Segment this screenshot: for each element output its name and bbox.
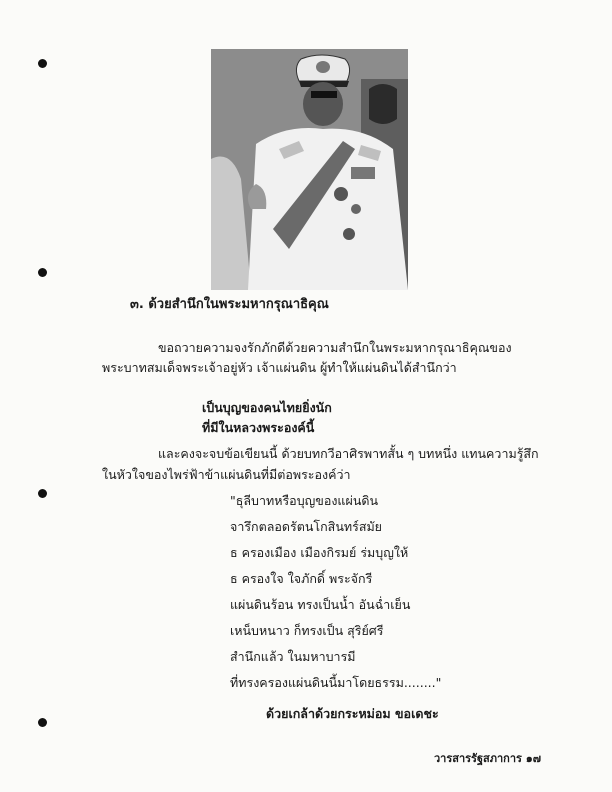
binder-hole-4 [38,718,47,727]
binder-hole-1 [38,59,47,68]
poem-line-8: ที่ทรงครองแผ่นดินนี้มาโดยธรรม........" [230,675,442,690]
signoff: ด้วยเกล้าด้วยกระหม่อม ขอเดชะ [266,706,439,721]
paragraph-line-1: ขอถวายความจงรักภักดีด้วยความสำนึกในพระมหากรุณาธิคุณของ [158,340,512,355]
emphasis-line-1: เป็นบุญของคนไทยยิ่งนัก [202,400,332,415]
poem-line-4: ธ ครองใจ ใจภักดิ์ พระจักรี [230,571,373,586]
poem-line-1: "ธุลีบาทหรือบุญของแผ่นดิน [230,493,379,508]
closing-line-2: ในหัวใจของไพร่ฟ้าข้าแผ่นดินที่มีต่อพระองค์ว่า [102,467,351,482]
poem-line-5: แผ่นดินร้อน ทรงเป็นน้ำ อันฉ่ำเย็น [230,597,411,612]
paragraph-line-2: พระบาทสมเด็จพระเจ้าอยู่หัว เจ้าแผ่นดิน ผู้ทำให้แผ่นดินได้สำนึกว่า [102,360,457,375]
emphasis-line-2: ที่มีในหลวงพระองค์นี้ [202,420,315,435]
page-footer: วารสารรัฐสภาการ ๑๗ [434,752,542,765]
section-heading: ๓. ด้วยสำนึกในพระมหากรุณาธิคุณ [130,297,329,312]
poem-line-3: ธ ครองเมือง เมืองกิรมย์ ร่มบุญให้ [230,545,409,560]
poem-line-2: จารึกตลอดรัตนโกสินทร์สมัย [230,519,383,534]
closing-line-1: และคงจะจบข้อเขียนนี้ ด้วยบทกวีอาศิรพาทสั้น ๆ บทหนึ่ง แทนความรู้สึก [158,446,539,461]
poem-line-7: สำนึกแล้ว ในมหาบารมี [230,649,356,664]
binder-hole-3 [38,489,47,498]
poem-line-6: เหน็บหนาว ก็ทรงเป็น สุริย์ศรี [230,623,384,638]
portrait-photo [211,49,408,290]
binder-hole-2 [38,268,47,277]
